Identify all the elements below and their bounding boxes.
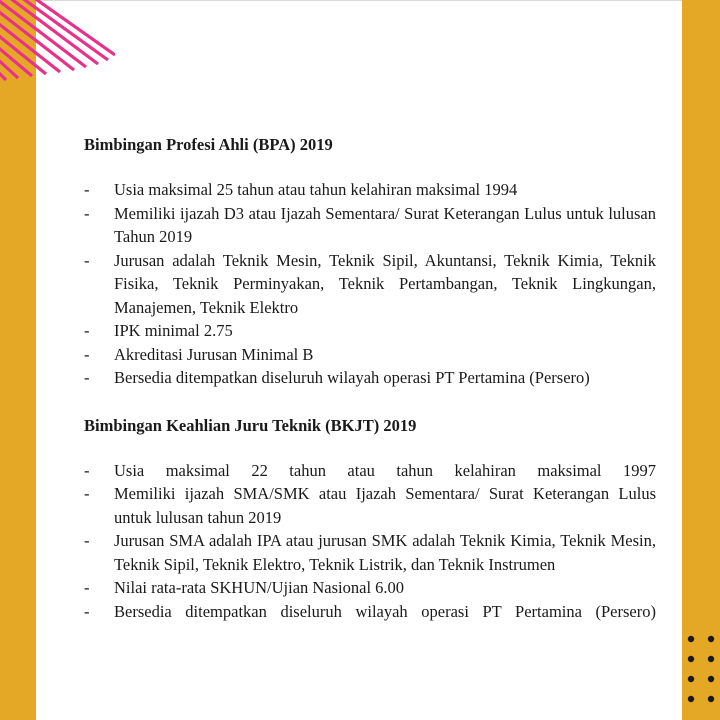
dot-grid-decoration xyxy=(684,630,720,720)
list-item: - IPK minimal 2.75 xyxy=(84,319,656,343)
list-item: - Memiliki ijazah SMA/SMK atau Ijazah Sementara/ Surat Keterangan Lulus untuk lulusan tahun 2019 xyxy=(84,482,656,529)
right-accent-bar xyxy=(682,0,720,720)
section-title-bpa: Bimbingan Profesi Ahli (BPA) 2019 xyxy=(84,135,333,154)
bpa-requirements-list xyxy=(84,178,656,390)
top-border xyxy=(36,0,682,1)
list-item: - Memiliki ijazah D3 atau Ijazah Sementara/ Surat Keterangan Lulus untuk lulusan Tahun 2019 xyxy=(84,202,656,249)
list-item: - Usia maksimal 25 tahun atau tahun kelahiran maksimal 1994 xyxy=(84,178,656,202)
list-item: - Bersedia ditempatkan diseluruh wilayah operasi PT Pertamina (Persero) xyxy=(84,600,656,624)
section-title-bkjt: Bimbingan Keahlian Juru Teknik (BKJT) 2019 xyxy=(84,415,417,435)
left-accent-bar xyxy=(0,0,36,720)
bkjt-requirements-list xyxy=(84,459,656,624)
list-item: - Jurusan SMA adalah IPA atau jurusan SMK adalah Teknik Kimia, Teknik Mesin, Teknik Sipil, Teknik Elektro, Teknik Listrik, dan Teknik Instrumen xyxy=(84,529,656,576)
diagonal-stripes-decoration xyxy=(0,0,115,100)
requirements-content xyxy=(84,134,656,623)
list-item: - Jurusan adalah Teknik Mesin, Teknik Sipil, Akuntansi, Teknik Kimia, Teknik Fisika, Teknik Perminyakan, Teknik Pertambangan, Teknik Lingkungan, Manajemen, Teknik Elektro xyxy=(84,249,656,320)
list-item: - Usia maksimal 22 tahun atau tahun kelahiran maksimal 1997 xyxy=(84,459,656,483)
list-item: - Bersedia ditempatkan diseluruh wilayah operasi PT Pertamina (Persero) xyxy=(84,366,656,390)
list-item: - Akreditasi Jurusan Minimal B xyxy=(84,343,656,367)
list-item: - Nilai rata-rata SKHUN/Ujian Nasional 6.00 xyxy=(84,576,656,600)
